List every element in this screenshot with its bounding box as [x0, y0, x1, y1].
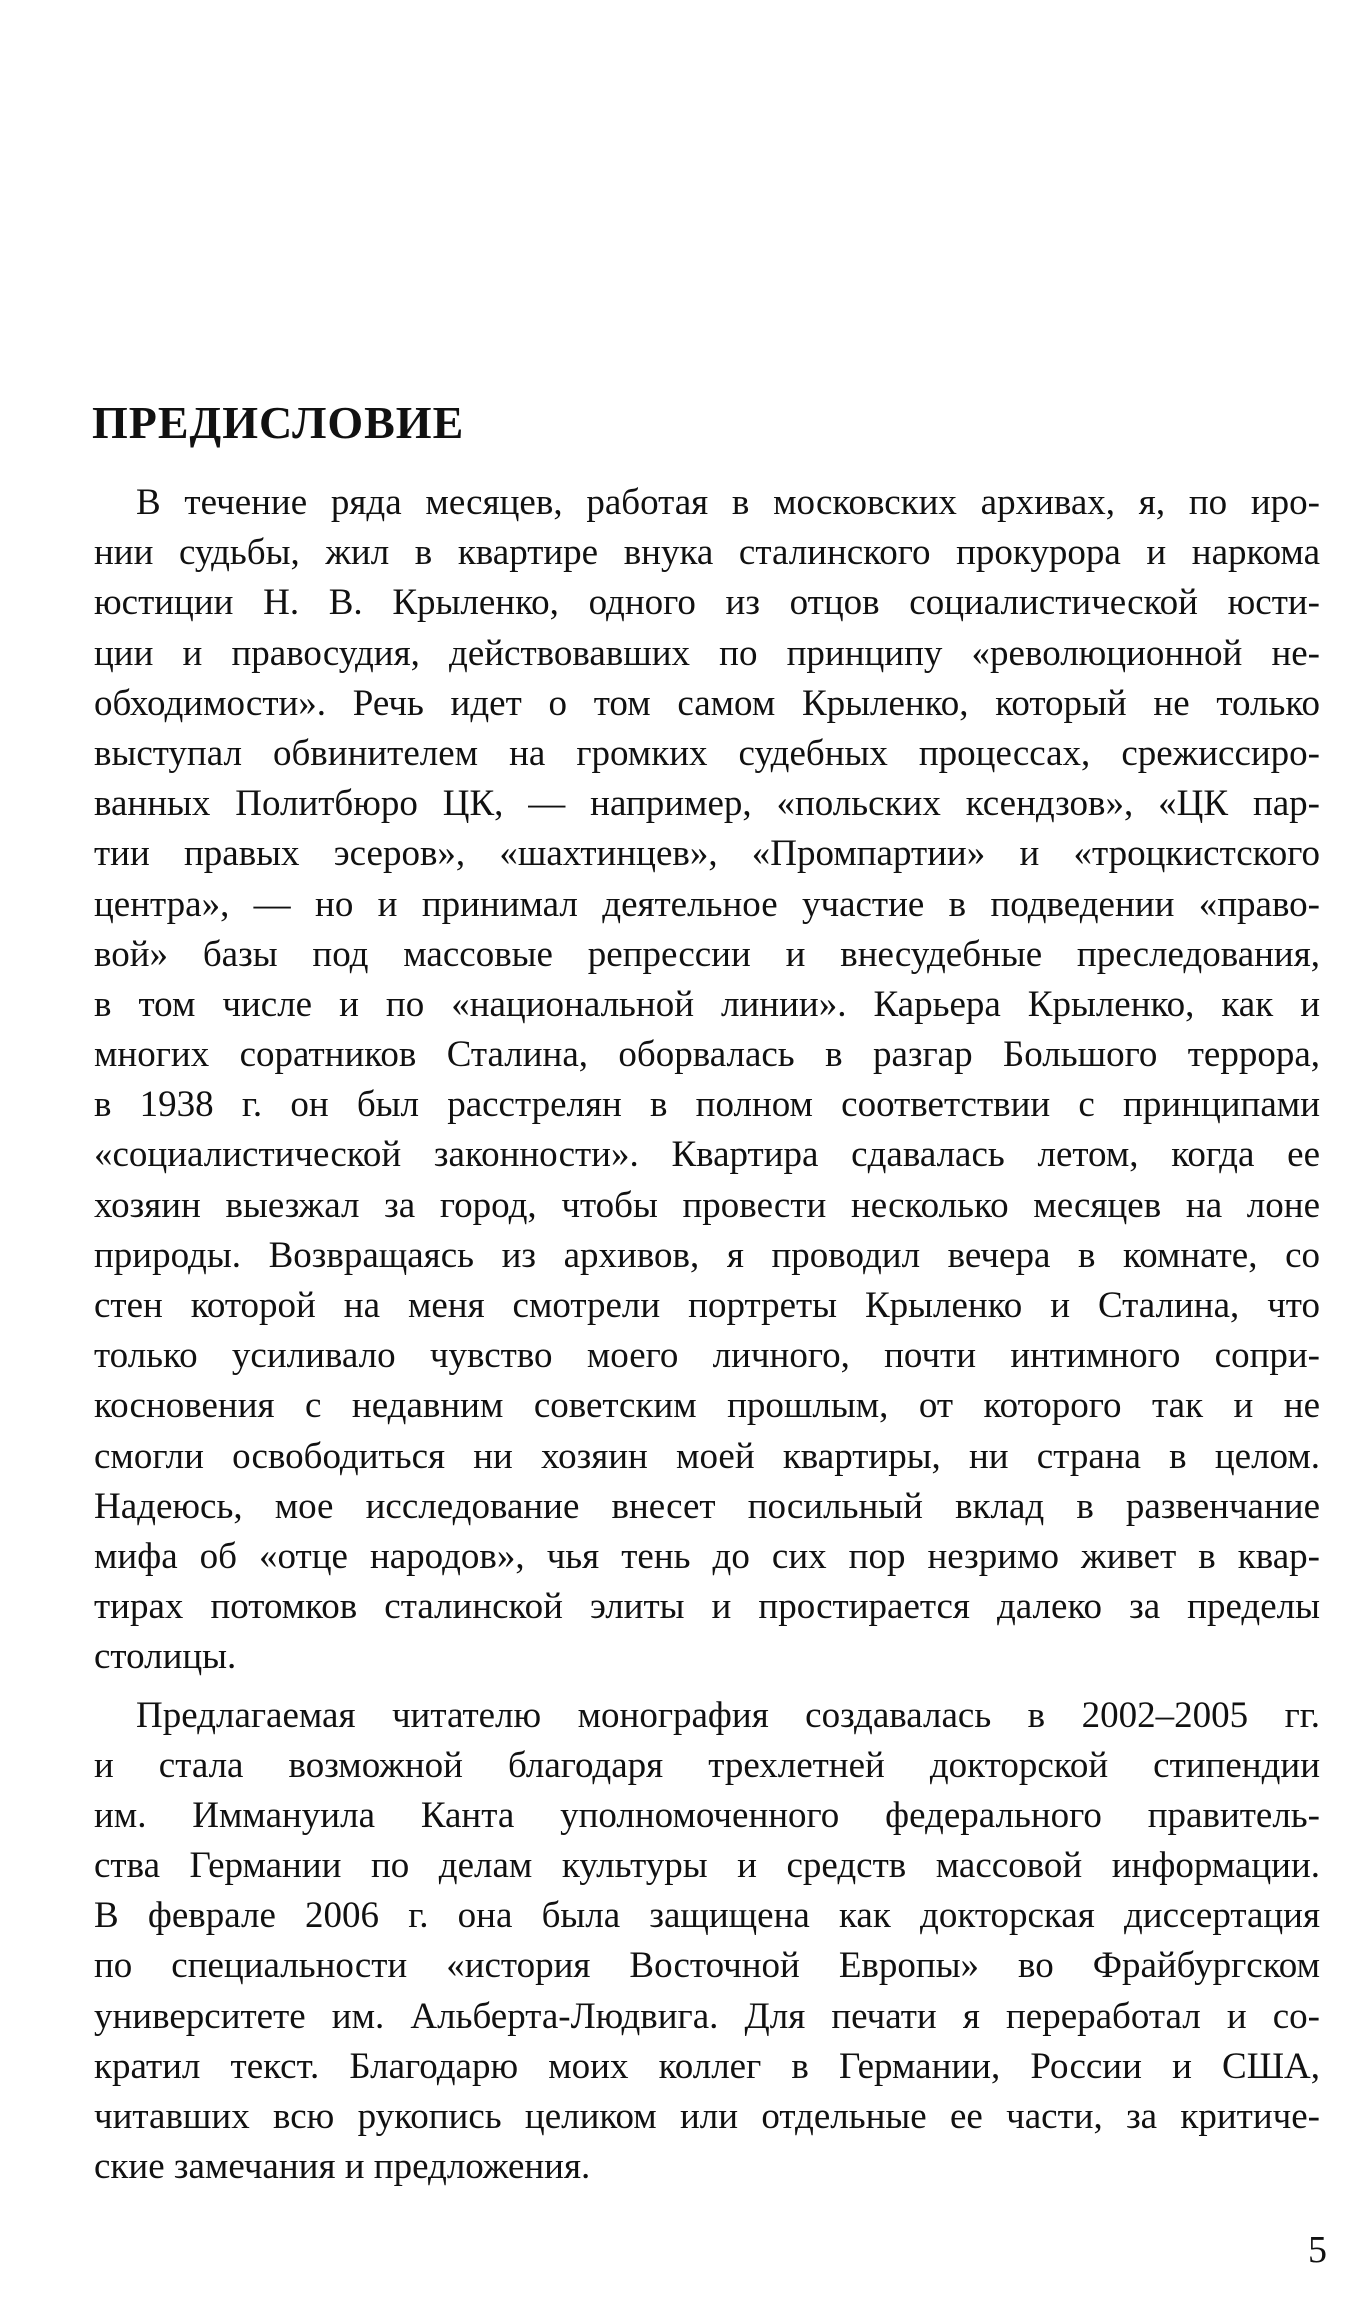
text-line: «социалистической законности». Квартира сдавалась летом, когда ее	[94, 1134, 1320, 1176]
chapter-heading: ПРЕДИСЛОВИЕ	[92, 397, 465, 448]
text-line: В феврале 2006 г. она была защищена как докторская диссертация	[94, 1895, 1320, 1937]
text-line: В течение ряда месяцев, работая в московских архивах, я, по иро-	[136, 482, 1320, 523]
text-line: ванных Политбюро ЦК, — например, «польских ксендзов», «ЦК пар-	[94, 783, 1320, 825]
text-line: столицы.	[94, 1636, 237, 1678]
text-line: стен которой на меня смотрели портреты Крыленко и Сталина, что	[94, 1285, 1320, 1326]
text-line: юстиции Н. В. Крыленко, одного из отцов социалистической юсти-	[94, 582, 1320, 624]
text-line: ские замечания и предложения.	[94, 2146, 591, 2188]
text-line: и стала возможной благодаря трехлетней докторской стипендии	[94, 1744, 1320, 1786]
text-line: природы. Возвращаясь из архивов, я проводил вечера в комнате, со	[94, 1234, 1320, 1276]
text-line: хозяин выезжал за город, чтобы провести несколько месяцев на лоне	[94, 1184, 1320, 1226]
body-text	[94, 478, 1320, 2192]
text-line: Надеюсь, мое исследование внесет посильный вклад в развенчание	[94, 1485, 1320, 1527]
text-line: смогли освободиться ни хозяин моей квартиры, ни страна в целом.	[94, 1435, 1320, 1477]
text-line: читавших всю рукопись целиком или отдельные ее части, за критиче-	[94, 2096, 1320, 2137]
text-line: в том числе и по «национальной линии». Карьера Крыленко, как и	[94, 983, 1320, 1025]
text-line: тирах потомков сталинской элиты и простирается далеко за пределы	[94, 1586, 1320, 1628]
text-line: только усиливало чувство моего личного, почти интимного сопри-	[94, 1335, 1320, 1377]
text-line: центра», — но и принимал деятельное участие в подведении «право-	[94, 883, 1320, 925]
text-line: нии судьбы, жил в квартире внука сталинского прокурора и наркома	[94, 532, 1320, 574]
text-line: университете им. Альберта-Людвига. Для печати я переработал и со-	[94, 1995, 1320, 2037]
text-line: обходимости». Речь идет о том самом Крыленко, который не только	[94, 682, 1320, 724]
text-line: вой» базы под массовые репрессии и внесудебные преследования,	[94, 933, 1320, 975]
text-line: по специальности «история Восточной Европы» во Фрайбургском	[94, 1945, 1320, 1987]
text-line: мифа об «отце народов», чья тень до сих пор незримо живет в квар-	[94, 1535, 1320, 1577]
text-line: ции и правосудия, действовавших по принципу «революционной не-	[94, 632, 1320, 674]
text-line: тии правых эсеров», «шахтинцев», «Промпартии» и «троцкистского	[94, 833, 1320, 875]
paragraph-2	[94, 1691, 1320, 2193]
text-line: косновения с недавним советским прошлым, от которого так и не	[94, 1385, 1320, 1427]
text-line: ства Германии по делам культуры и средств массовой информации.	[94, 1845, 1320, 1887]
text-line: многих соратников Сталина, оборвалась в разгар Большого террора,	[94, 1034, 1320, 1076]
text-line: в 1938 г. он был расстрелян в полном соответствии с принципами	[94, 1084, 1320, 1126]
text-line: Предлагаемая читателю монография создавалась в 2002–2005 гг.	[136, 1694, 1320, 1736]
text-line: кратил текст. Благодарю моих коллег в Германии, России и США,	[94, 2045, 1320, 2087]
paragraph-1	[94, 478, 1320, 1683]
text-line: выступал обвинителем на громких судебных процессах, срежиссиро-	[94, 732, 1320, 774]
page-number: 5	[1308, 2229, 1327, 2271]
text-line: им. Иммануила Канта уполномоченного федерального правитель-	[94, 1794, 1320, 1836]
